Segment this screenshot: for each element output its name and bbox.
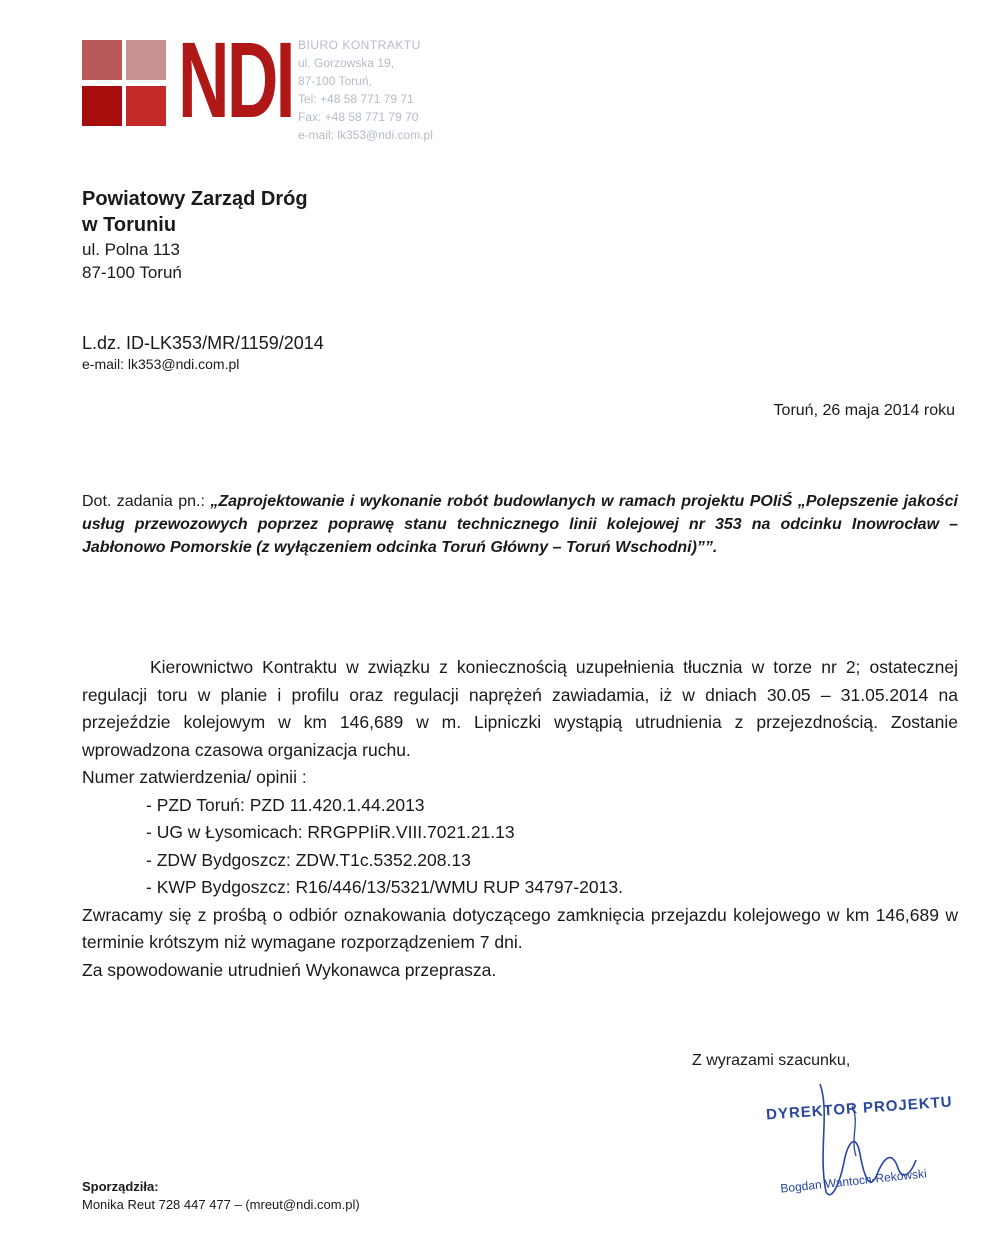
body-paragraph-2: Zwracamy się z prośbą o odbiór oznakowania dotyczącego zamknięcia przejazdu kolejowego w km 146,689 w terminie krótszym niż wymagane rozporządzeniem 7 dni. xyxy=(82,904,958,952)
logo-square-bottom-right xyxy=(126,86,166,126)
recipient-street: ul. Polna 113 xyxy=(82,240,180,259)
office-title: BIURO KONTRAKTU xyxy=(298,38,421,52)
approval-item: - KWP Bydgoszcz: R16/446/13/5321/WMU RUP 34797-2013. xyxy=(146,877,623,897)
logo-text: NDI xyxy=(178,19,293,140)
approval-item: - UG w Łysomicach: RRGPPIiR.VIII.7021.21.13 xyxy=(146,822,515,842)
office-tel: Tel: +48 58 771 79 71 xyxy=(298,92,414,106)
prepared-by xyxy=(82,1178,360,1214)
recipient-city: 87-100 Toruń xyxy=(82,263,182,282)
reference-number: L.dz. ID-LK353/MR/1159/2014 xyxy=(82,333,324,353)
approval-item: - PZD Toruń: PZD 11.420.1.44.2013 xyxy=(146,794,425,815)
prepared-by-label: Sporządziła: xyxy=(82,1179,159,1194)
approval-item: - ZDW Bydgoszcz: ZDW.T1c.5352.208.13 xyxy=(146,849,471,870)
logo-square-top-left xyxy=(82,40,122,80)
office-city: 87-100 Toruń, xyxy=(298,74,372,88)
logo-square-top-right xyxy=(126,40,166,80)
subject-title: „Zaprojektowanie i wykonanie robót budowlanych w ramach projektu POIiŚ „Polepszenie jakości usług przewozowych poprzez poprawę stanu technicznego linii kolejowej nr 353 na odcinku Inowrocław – Jabłonowo Pomorskie (z wyłączeniem odcinka Toruń Główny – Toruń Wschodni)””. xyxy=(82,493,958,556)
ndi-logo xyxy=(82,19,293,140)
reference-email: e-mail: lk353@ndi.com.pl xyxy=(82,356,240,372)
logo-square-bottom-left xyxy=(82,86,122,126)
reference-block xyxy=(82,332,324,374)
subject-prefix: Dot. zadania pn.: xyxy=(82,493,211,510)
director-stamp xyxy=(760,1072,960,1212)
letter-body xyxy=(82,654,958,984)
approvals-label: Numer zatwierdzenia/ opinii : xyxy=(82,767,307,787)
recipient-name-line2: w Toruniu xyxy=(82,214,177,236)
body-paragraph-1: Kierownictwo Kontraktu w związku z koniecznością uzupełnienia tłucznia w torze nr 2; ostatecznej regulacji toru w planie i profilu oraz regulacji naprężeń zawiadamia, iż w dniach 30.05 – 31.05.2014 na przejeździe kolejowym w km 146,689 w m. Lipniczki wystąpią utrudnienia z przejezdnością. Zostanie wprowadzona czasowa organizacja ruchu. xyxy=(82,657,958,760)
office-address xyxy=(298,36,433,144)
subject-line xyxy=(82,490,958,559)
closing-phrase: Z wyrazami szacunku, xyxy=(692,1052,851,1069)
stamp-title: DYREKTOR PROJEKTU xyxy=(765,1093,954,1124)
prepared-by-details: Monika Reut 728 447 477 – (mreut@ndi.com.pl) xyxy=(82,1197,360,1212)
office-street: ul. Gorzowska 19, xyxy=(298,56,395,70)
letter-date: Toruń, 26 maja 2014 roku xyxy=(773,402,955,419)
recipient-block xyxy=(82,186,308,284)
stamp-name: Bogdan Wantoch-Rekowski xyxy=(779,1166,928,1196)
recipient-name-line1: Powiatowy Zarząd Dróg xyxy=(82,188,308,210)
office-email: e-mail: lk353@ndi.com.pl xyxy=(298,128,433,142)
body-paragraph-3: Za spowodowanie utrudnień Wykonawca przeprasza. xyxy=(82,959,497,980)
office-fax: Fax: +48 58 771 79 70 xyxy=(298,110,419,124)
